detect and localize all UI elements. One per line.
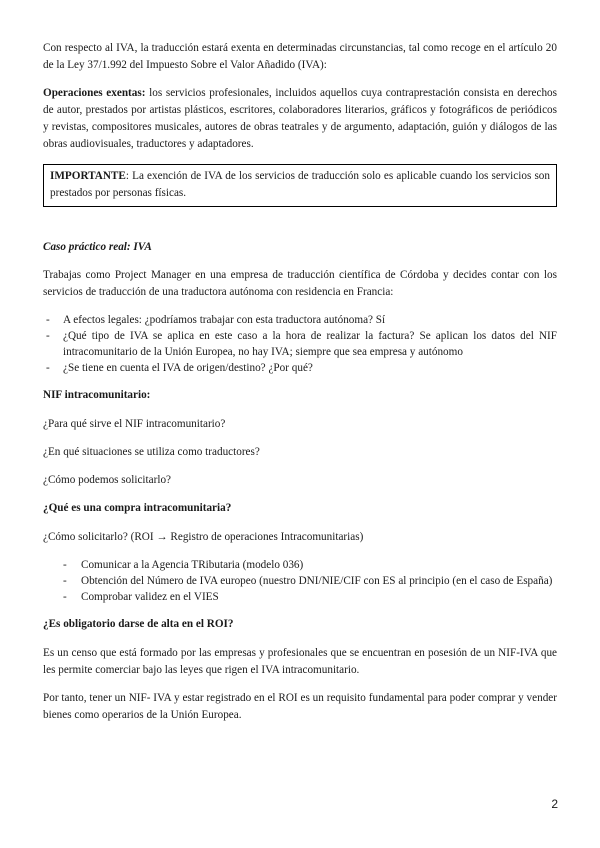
nif-question: ¿Para qué sirve el NIF intracomunitario? bbox=[43, 418, 226, 430]
list-item: - ¿Qué tipo de IVA se aplica en este caso a la hora de realizar la factura? Se aplican los datos del NIF intracomunitario de la Unión Europea, no hay IVA; siempre que sea empresa y autónomo bbox=[46, 330, 557, 358]
list-item: - Obtención del Número de IVA europeo (nuestro DNI/NIE/CIF con ES al principio (en el caso de España) bbox=[63, 575, 553, 587]
caso-title: Caso práctico real: IVA bbox=[43, 241, 152, 253]
caso-list bbox=[43, 312, 557, 376]
page-number: 2 bbox=[551, 797, 558, 811]
list-item: - Comprobar validez en el VIES bbox=[63, 591, 219, 603]
intro-paragraph: Con respecto al IVA, la traducción estará exenta en determinadas circunstancias, tal como recoge en el artículo 20 de la Ley 37/1.992 del Impuesto Sobre el Valor Añadido (IVA): bbox=[43, 42, 557, 71]
list-item: - Comunicar a la Agencia TRibutaria (modelo 036) bbox=[63, 559, 304, 571]
list-item: - ¿Se tiene en cuenta el IVA de origen/destino? ¿Por qué? bbox=[46, 362, 313, 374]
exentas-label: Operaciones exentas: bbox=[43, 87, 146, 99]
roi-paragraph-1: Es un censo que está formado por las empresas y profesionales que se encuentran en posesión de un NIF-IVA que les permite comerciar bajo las leyes que rigen el IVA intracomunitario. bbox=[43, 647, 557, 676]
compra-list bbox=[43, 557, 557, 605]
caso-paragraph: Trabajas como Project Manager en una empresa de traducción científica de Córdoba y decides contar con los servicios de traducción de una traductora autónoma con residencia en Francia: bbox=[43, 269, 557, 298]
importante-label: IMPORTANTE bbox=[50, 170, 126, 182]
nif-question: ¿En qué situaciones se utiliza como traductores? bbox=[43, 446, 260, 458]
exentas-text: los servicios profesionales, incluidos aquellos cuya contraprestación consista en derechos de autor, prestados por artistas plásticos, escritores, colaboradores literarios, gráficos y fotográficos de periódicos y revistas, compositores musicales, autores de obras teatrales y de argumento, adaptación, guión y diálogos de las obras audiovisuales, traductores y adaptadores. bbox=[43, 87, 557, 150]
list-item: - A efectos legales: ¿podríamos trabajar con esta traductora autónoma? Sí bbox=[46, 314, 386, 326]
compra-paragraph: ¿Cómo solicitarlo? (ROI → Registro de operaciones Intracomunitarias) bbox=[43, 531, 364, 543]
importante-box bbox=[43, 164, 557, 207]
exentas-paragraph bbox=[43, 85, 557, 153]
roi-heading: ¿Es obligatorio darse de alta en el ROI? bbox=[43, 618, 234, 630]
importante-text: : La exención de IVA de los servicios de traducción solo es aplicable cuando los servicios son prestados por personas físicas. bbox=[50, 170, 550, 199]
nif-heading: NIF intracomunitario: bbox=[43, 389, 151, 401]
nif-question: ¿Cómo podemos solicitarlo? bbox=[43, 474, 172, 486]
page-content bbox=[43, 40, 557, 735]
compra-heading: ¿Qué es una compra intracomunitaria? bbox=[43, 502, 232, 514]
roi-paragraph-2: Por tanto, tener un NIF- IVA y estar registrado en el ROI es un requisito fundamental para poder comprar y vender bienes como operarios de la Unión Europea. bbox=[43, 692, 557, 721]
